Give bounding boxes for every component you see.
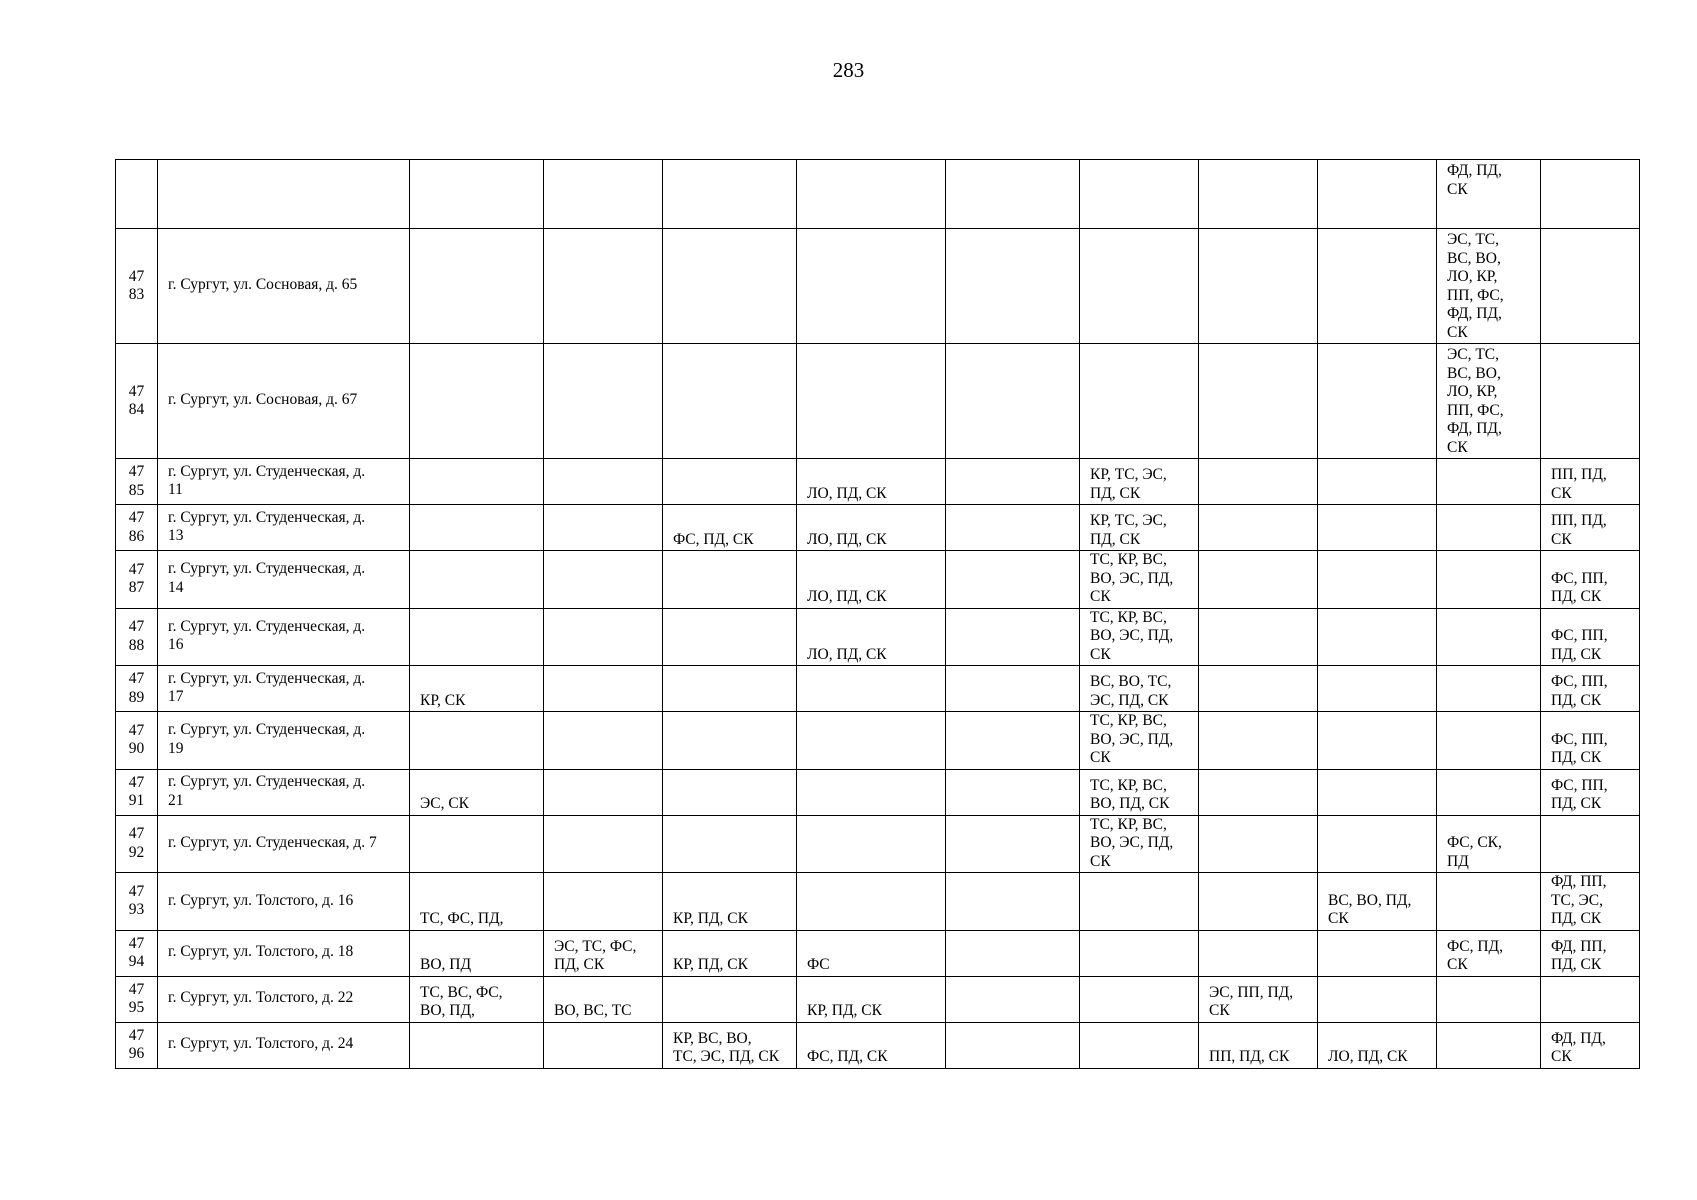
work-cell (544, 459, 663, 505)
work-codes: КР, ТС, ЭС, ПД, СК (1090, 512, 1167, 548)
work-cell (1199, 229, 1318, 344)
work-codes: ФД, ПД, СК (1551, 1029, 1606, 1065)
address-cell (158, 712, 410, 770)
table-row (116, 815, 1640, 873)
work-codes: ФС (807, 956, 830, 973)
work-cell (1199, 505, 1318, 551)
work-cell (663, 712, 797, 770)
address-text: г. Сургут, ул. Студенческая, д. 19 (168, 721, 366, 757)
row-number (116, 976, 158, 1022)
table-row (116, 551, 1640, 609)
work-cell (410, 712, 544, 770)
work-cell (1437, 1022, 1541, 1068)
row-number (116, 229, 158, 344)
work-codes: КР, ПД, СК (673, 956, 748, 973)
row-number-text: 47 88 (128, 618, 145, 654)
work-cell (1541, 873, 1640, 931)
work-cell (544, 873, 663, 931)
work-cell (663, 551, 797, 609)
work-cell (1437, 712, 1541, 770)
work-cell (544, 769, 663, 815)
work-cell (1199, 712, 1318, 770)
row-number (116, 1022, 158, 1068)
work-codes: КР, ПД, СК (673, 910, 748, 927)
work-codes: ВО, ВС, ТС (554, 1002, 632, 1019)
work-codes: ВО, ПД (420, 956, 472, 973)
work-cell (797, 608, 946, 666)
work-cell (797, 666, 946, 712)
work-cell (797, 229, 946, 344)
row-number (116, 769, 158, 815)
address-cell (158, 551, 410, 609)
work-cell (1437, 551, 1541, 609)
work-codes: ЛО, ПД, СК (807, 484, 887, 502)
works-table (115, 159, 1640, 1069)
row-number (116, 815, 158, 873)
work-cell (1199, 666, 1318, 712)
work-cell (1080, 930, 1199, 976)
work-codes: ЛО, ПД, СК (807, 530, 887, 548)
work-cell (797, 505, 946, 551)
work-cell (1199, 873, 1318, 931)
work-cell (1199, 1022, 1318, 1068)
work-cell (663, 505, 797, 551)
work-cell (410, 229, 544, 344)
work-codes: ВС, ВО, ПД, СК (1328, 891, 1412, 927)
address-text: г. Сургут, ул. Студенческая, д. 11 (168, 462, 366, 498)
row-number-text: 47 92 (128, 825, 145, 861)
work-cell (1199, 459, 1318, 505)
work-cell (1080, 344, 1199, 459)
work-codes: ФД, ПД, СК (1447, 162, 1502, 198)
table-row (116, 160, 1640, 229)
page-number: 283 (832, 58, 865, 82)
table-row (116, 1022, 1640, 1068)
row-number (116, 551, 158, 609)
row-number (116, 459, 158, 505)
work-cell (663, 1022, 797, 1068)
work-cell (946, 712, 1080, 770)
work-cell (946, 873, 1080, 931)
work-codes: ФС, ПД, СК (1447, 937, 1503, 973)
address-cell (158, 769, 410, 815)
work-cell (946, 976, 1080, 1022)
table-row (116, 666, 1640, 712)
work-cell (1080, 873, 1199, 931)
work-cell (1318, 930, 1437, 976)
work-cell (544, 666, 663, 712)
table-body (116, 160, 1640, 1069)
work-codes: ПП, ПД, СК (1209, 1048, 1290, 1065)
work-codes: ФС, ПД, СК (673, 530, 754, 548)
work-cell (1437, 976, 1541, 1022)
work-cell (663, 930, 797, 976)
table-row (116, 344, 1640, 459)
work-cell (1541, 551, 1640, 609)
work-cell (410, 344, 544, 459)
work-cell (1541, 229, 1640, 344)
row-number-text: 47 94 (128, 934, 145, 970)
work-cell (1318, 1022, 1437, 1068)
work-codes: ПП, ПД, СК (1551, 512, 1607, 548)
work-cell (544, 229, 663, 344)
work-cell (1318, 873, 1437, 931)
work-codes: ФС, ПП, ПД, СК (1551, 730, 1608, 766)
address-cell (158, 344, 410, 459)
work-cell (1318, 505, 1437, 551)
row-number-text: 47 96 (128, 1026, 145, 1062)
work-cell (1080, 505, 1199, 551)
work-cell (1437, 930, 1541, 976)
work-cell (1318, 551, 1437, 609)
work-cell (544, 976, 663, 1022)
work-cell (544, 551, 663, 609)
work-cell (1437, 873, 1541, 931)
work-cell (544, 608, 663, 666)
work-cell (544, 930, 663, 976)
row-number-text: 47 91 (128, 773, 145, 809)
work-cell (946, 608, 1080, 666)
work-cell (1318, 976, 1437, 1022)
work-cell (1199, 815, 1318, 873)
work-cell (663, 769, 797, 815)
work-cell (1318, 712, 1437, 770)
work-cell (1437, 666, 1541, 712)
work-cell (663, 459, 797, 505)
work-cell (544, 815, 663, 873)
row-number-text: 47 95 (128, 980, 145, 1016)
row-number-text: 47 93 (128, 882, 145, 919)
work-cell (1318, 608, 1437, 666)
work-cell (544, 344, 663, 459)
work-cell (544, 505, 663, 551)
work-cell (1080, 712, 1199, 770)
address-text: г. Сургут, ул. Сосновая, д. 65 (168, 276, 358, 294)
work-codes: ТС, КР, ВС, ВО, ПД, СК (1090, 776, 1170, 812)
work-cell (544, 712, 663, 770)
table-row (116, 505, 1640, 551)
address-text: г. Сургут, ул. Толстого, д. 16 (168, 891, 354, 909)
address-text: г. Сургут, ул. Толстого, д. 22 (168, 989, 354, 1007)
work-cell (1199, 344, 1318, 459)
table-row (116, 712, 1640, 770)
address-cell (158, 505, 410, 551)
work-codes: ЛО, ПД, СК (807, 588, 887, 605)
work-cell (1199, 551, 1318, 609)
work-codes: ТС, КР, ВС, ВО, ЭС, ПД, СК (1090, 712, 1174, 766)
work-cell (1080, 976, 1199, 1022)
address-text: г. Сургут, ул. Студенческая, д. 21 (168, 773, 366, 809)
work-cell (410, 551, 544, 609)
work-codes: ФС, ПП, ПД, СК (1551, 673, 1608, 709)
work-codes: КР, ВС, ВО, ТС, ЭС, ПД, СК (673, 1029, 780, 1065)
work-cell (410, 930, 544, 976)
work-cell (1437, 815, 1541, 873)
address-cell (158, 160, 410, 229)
work-cell (1080, 459, 1199, 505)
work-cell (410, 505, 544, 551)
work-cell (946, 930, 1080, 976)
work-cell (946, 459, 1080, 505)
work-cell (1437, 344, 1541, 459)
address-cell (158, 608, 410, 666)
work-cell (1318, 229, 1437, 344)
work-cell (663, 976, 797, 1022)
work-codes: ЭС, ПП, ПД, СК (1209, 983, 1294, 1019)
row-number (116, 666, 158, 712)
table-row (116, 873, 1640, 931)
work-cell (1541, 1022, 1640, 1068)
address-cell (158, 229, 410, 344)
work-codes: КР, ТС, ЭС, ПД, СК (1090, 466, 1167, 502)
work-codes: ЭС, ТС, ВС, ВО, ЛО, КР, ПП, ФС, ФД, ПД, СК (1447, 346, 1504, 456)
work-codes: ТС, КР, ВС, ВО, ЭС, ПД, СК (1090, 551, 1174, 605)
work-codes: КР, ПД, СК (807, 1002, 882, 1019)
work-cell (1080, 608, 1199, 666)
work-cell (797, 551, 946, 609)
work-cell (1437, 160, 1541, 229)
work-codes: ТС, КР, ВС, ВО, ЭС, ПД, СК (1090, 815, 1174, 870)
work-cell (797, 344, 946, 459)
row-number (116, 873, 158, 931)
work-cell (544, 160, 663, 229)
work-cell (946, 1022, 1080, 1068)
work-cell (1541, 505, 1640, 551)
work-cell (410, 873, 544, 931)
work-cell (410, 1022, 544, 1068)
work-cell (410, 769, 544, 815)
work-codes: ПП, ПД, СК (1551, 466, 1607, 502)
work-cell (1437, 769, 1541, 815)
row-number-text: 47 90 (128, 721, 145, 758)
work-cell (946, 815, 1080, 873)
work-codes: ФС, ПП, ПД, СК (1551, 569, 1608, 605)
work-cell (1541, 666, 1640, 712)
work-codes: ТС, ФС, ПД, (420, 910, 504, 927)
work-cell (1199, 930, 1318, 976)
work-cell (1318, 815, 1437, 873)
row-number (116, 344, 158, 459)
work-cell (797, 769, 946, 815)
work-codes: ТС, ВС, ФС, ВО, ПД, (420, 983, 503, 1019)
work-codes: ТС, КР, ВС, ВО, ЭС, ПД, СК (1090, 608, 1174, 663)
work-cell (410, 976, 544, 1022)
table-row (116, 976, 1640, 1022)
address-cell (158, 666, 410, 712)
address-cell (158, 459, 410, 505)
work-cell (797, 976, 946, 1022)
work-cell (1437, 229, 1541, 344)
address-text: г. Сургут, ул. Студенческая, д. 14 (168, 560, 366, 596)
address-cell (158, 976, 410, 1022)
row-number (116, 505, 158, 551)
table-row (116, 608, 1640, 666)
table-row (116, 769, 1640, 815)
row-number-text: 47 84 (128, 382, 145, 418)
work-cell (410, 459, 544, 505)
row-number-text: 47 83 (128, 267, 145, 303)
work-codes: ФС, ПП, ПД, СК (1551, 627, 1608, 663)
work-cell (1080, 229, 1199, 344)
work-cell (1199, 976, 1318, 1022)
work-cell (663, 666, 797, 712)
work-cell (797, 1022, 946, 1068)
work-cell (797, 873, 946, 931)
work-codes: ЭС, ТС, ВС, ВО, ЛО, КР, ПП, ФС, ФД, ПД, СК (1447, 231, 1504, 341)
work-cell (946, 666, 1080, 712)
work-cell (410, 815, 544, 873)
address-cell (158, 930, 410, 976)
work-cell (1199, 608, 1318, 666)
work-cell (1080, 551, 1199, 609)
work-cell (663, 344, 797, 459)
work-codes: ФС, СК, ПД (1447, 834, 1502, 870)
work-cell (1318, 666, 1437, 712)
work-cell (1541, 344, 1640, 459)
address-text: г. Сургут, ул. Студенческая, д. 17 (168, 669, 366, 705)
work-cell (1541, 459, 1640, 505)
work-cell (1080, 815, 1199, 873)
row-number-text: 47 86 (128, 509, 145, 545)
work-cell (1199, 160, 1318, 229)
work-cell (1541, 815, 1640, 873)
work-codes: КР, СК (420, 691, 466, 709)
address-text: г. Сургут, ул. Студенческая, д. 7 (168, 834, 377, 851)
work-cell (946, 505, 1080, 551)
work-cell (1080, 769, 1199, 815)
table-row (116, 229, 1640, 344)
row-number-text: 47 87 (128, 560, 145, 597)
work-cell (946, 229, 1080, 344)
work-cell (797, 712, 946, 770)
address-text: г. Сургут, ул. Сосновая, д. 67 (168, 391, 358, 409)
work-cell (663, 160, 797, 229)
address-cell (158, 1022, 410, 1068)
address-cell (158, 815, 410, 873)
work-cell (797, 459, 946, 505)
work-cell (663, 229, 797, 344)
work-cell (797, 815, 946, 873)
work-cell (946, 344, 1080, 459)
work-cell (663, 815, 797, 873)
work-codes: ФС, ПП, ПД, СК (1551, 776, 1608, 812)
work-codes: ВС, ВО, ТС, ЭС, ПД, СК (1090, 673, 1172, 709)
work-cell (946, 551, 1080, 609)
work-codes: ФД, ПП, ТС, ЭС, ПД, СК (1551, 873, 1607, 927)
work-cell (1541, 608, 1640, 666)
work-cell (1318, 344, 1437, 459)
work-cell (1541, 160, 1640, 229)
row-number-text: 47 89 (128, 670, 145, 706)
work-cell (410, 608, 544, 666)
work-cell (1080, 160, 1199, 229)
row-number (116, 608, 158, 666)
work-cell (1318, 459, 1437, 505)
work-cell (410, 666, 544, 712)
row-number (116, 930, 158, 976)
work-cell (1199, 769, 1318, 815)
work-cell (1080, 666, 1199, 712)
work-cell (1437, 608, 1541, 666)
work-cell (544, 1022, 663, 1068)
row-number-text: 47 85 (128, 463, 145, 499)
work-cell (1080, 1022, 1199, 1068)
work-cell (1541, 769, 1640, 815)
address-cell (158, 873, 410, 931)
work-cell (1437, 505, 1541, 551)
address-text: г. Сургут, ул. Толстого, д. 18 (168, 943, 354, 961)
work-cell (1318, 769, 1437, 815)
work-cell (663, 873, 797, 931)
work-codes: ЭС, СК (420, 795, 469, 812)
work-codes: ЛО, ПД, СК (1328, 1048, 1408, 1065)
address-text: г. Сургут, ул. Студенческая, д. 13 (168, 508, 366, 544)
work-codes: ФД, ПП, ПД, СК (1551, 937, 1607, 973)
work-cell (410, 160, 544, 229)
address-text: г. Сургут, ул. Студенческая, д. 16 (168, 617, 366, 654)
work-cell (663, 608, 797, 666)
work-cell (1541, 712, 1640, 770)
work-cell (1541, 930, 1640, 976)
work-cell (946, 769, 1080, 815)
work-cell (1318, 160, 1437, 229)
row-number (116, 160, 158, 229)
work-cell (797, 930, 946, 976)
row-number (116, 712, 158, 770)
table-row (116, 459, 1640, 505)
work-codes: ЛО, ПД, СК (807, 645, 887, 663)
table-row (116, 930, 1640, 976)
work-cell (1437, 459, 1541, 505)
work-cell (797, 160, 946, 229)
work-cell (1541, 976, 1640, 1022)
work-cell (946, 160, 1080, 229)
work-codes: ФС, ПД, СК (807, 1048, 888, 1065)
work-codes: ЭС, ТС, ФС, ПД, СК (554, 937, 637, 973)
address-text: г. Сургут, ул. Толстого, д. 24 (168, 1035, 354, 1053)
